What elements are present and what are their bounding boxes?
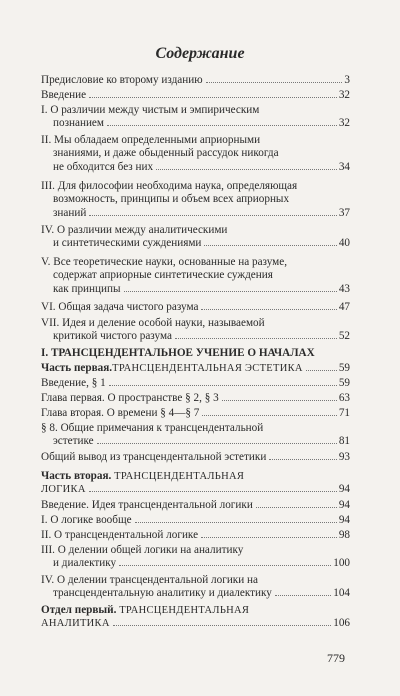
- toc-entry-text: и синтетическими суждениями: [53, 237, 202, 250]
- toc-entry-text: как принципы: [53, 282, 121, 295]
- toc-entry-text: II. Мы обладаем определенными априорными: [41, 134, 261, 146]
- part-heading[interactable]: [41, 362, 350, 375]
- leader-dots: [222, 400, 337, 401]
- toc-entry-text: I. О логике вообще: [41, 514, 132, 526]
- toc-entry[interactable]: [41, 544, 350, 571]
- toc-entry-text: I. О различии между чистым и эмпирическим: [41, 104, 260, 116]
- page-title: Содержание: [155, 45, 245, 62]
- part-heading[interactable]: [41, 604, 350, 631]
- part-title: ТРАНСЦЕНДЕНТАЛЬНАЯ: [119, 605, 250, 616]
- toc-page-number: 106: [333, 617, 350, 630]
- toc-entry[interactable]: [41, 574, 350, 601]
- leader-dots: [204, 245, 336, 246]
- leader-dots: [89, 215, 336, 216]
- toc-entry[interactable]: [41, 224, 350, 251]
- toc-entry-text: IV. О различии между аналитическими: [41, 224, 228, 236]
- toc-page-number: 98: [338, 529, 350, 541]
- part-title: ТРАНСЦЕНДЕНТАЛЬНАЯ ЭСТЕТИКА: [112, 363, 303, 374]
- toc-entry-text: § 8. Общие примечания к трансцендентальной: [41, 422, 264, 434]
- toc-page-number: 34: [338, 160, 350, 173]
- toc-page-number: 104: [333, 587, 350, 600]
- toc-entry[interactable]: [41, 317, 350, 344]
- toc-entry-text: Общий вывод из трансцендентальной эстетики: [41, 451, 267, 463]
- toc-page-number: 32: [338, 89, 350, 101]
- leader-dots: [109, 385, 337, 386]
- toc-entry[interactable]: [41, 377, 350, 390]
- toc-page-number: 94: [338, 499, 350, 511]
- toc-entry[interactable]: [41, 392, 350, 405]
- toc-page-number: 59: [338, 362, 350, 374]
- leader-dots: [202, 415, 336, 416]
- toc-entry[interactable]: [41, 407, 350, 420]
- toc-entry-text: Введение, § 1: [41, 377, 106, 389]
- leader-dots: [113, 625, 331, 626]
- leader-dots: [97, 443, 337, 444]
- toc-page-number: 100: [333, 557, 350, 570]
- toc-page-number: 47: [338, 301, 350, 313]
- toc-entry[interactable]: [41, 180, 350, 220]
- toc-page-number: 3: [344, 74, 350, 86]
- part-label: Часть первая.: [41, 362, 113, 374]
- page-number: 779: [327, 651, 345, 665]
- part-label: Отдел первый.: [41, 604, 120, 616]
- toc-entry[interactable]: [41, 451, 350, 464]
- leader-dots: [269, 459, 337, 460]
- toc-entry-text: VI. Общая задача чистого разума: [41, 301, 199, 313]
- toc-entry[interactable]: [41, 301, 350, 314]
- leader-dots: [306, 370, 337, 371]
- toc-entry-text: Введение. Идея трансцендентальной логики: [41, 499, 253, 511]
- toc-entry[interactable]: [41, 74, 350, 87]
- toc-entry-text: Глава вторая. О времени § 4—§ 7: [41, 407, 200, 419]
- leader-dots: [89, 491, 337, 492]
- part-heading[interactable]: [41, 470, 350, 497]
- toc-entry-text: III. О делении общей логики на аналитику: [41, 544, 244, 556]
- leader-dots: [206, 82, 343, 83]
- leader-dots: [135, 522, 337, 523]
- leader-dots: [201, 309, 336, 310]
- toc-entry[interactable]: [41, 256, 350, 296]
- toc-entry-text: не обходится без них: [53, 160, 154, 173]
- part-label: Часть вторая.: [41, 470, 115, 482]
- toc-entry-text: Предисловие ко второму изданию: [41, 74, 203, 86]
- toc-entry-text: VII. Идея и деление особой науки, называемой: [41, 317, 265, 329]
- toc-entry[interactable]: [41, 422, 350, 449]
- toc-entry-text: содержат априорные синтетические суждения: [53, 269, 273, 282]
- leader-dots: [156, 169, 337, 170]
- toc-entry-text: и диалектику: [53, 557, 117, 570]
- toc-entry-text: II. О трансцендентальной логике: [41, 529, 199, 541]
- toc-page-number: 52: [338, 330, 350, 343]
- toc-entry[interactable]: [41, 104, 350, 131]
- part-title: АНАЛИТИКА: [41, 618, 110, 630]
- leader-dots: [89, 97, 337, 98]
- toc-page-number: 59: [338, 377, 350, 389]
- toc-entry-text: критикой чистого разума: [53, 330, 172, 343]
- toc-page-number: 71: [338, 407, 350, 419]
- toc-page-number: 40: [338, 237, 350, 250]
- toc-entry-text: IV. О делении трансцендентальной логики на: [41, 574, 258, 586]
- toc-page-number: 81: [338, 435, 350, 448]
- toc-entry-text: III. Для философии необходима наука, определяющая: [41, 180, 298, 192]
- toc-page-number: 37: [338, 206, 350, 219]
- toc-page-number: 94: [338, 483, 350, 496]
- toc-entry-text: трансцендентальную аналитику и диалектику: [53, 587, 272, 600]
- toc-page-number: 93: [338, 451, 350, 463]
- leader-dots: [119, 565, 331, 566]
- toc-entry[interactable]: [41, 529, 350, 542]
- toc-entry-text: эстетике: [53, 435, 94, 448]
- part-title: ТРАНСЦЕНДЕНТАЛЬНАЯ: [114, 471, 245, 482]
- toc-entry[interactable]: [41, 134, 350, 174]
- toc-entry-text: знаниями, и даже обыденный рассудок никогда: [53, 147, 279, 160]
- toc-page-number: 94: [338, 514, 350, 526]
- toc-entry[interactable]: [41, 89, 350, 102]
- toc-entry-text: Введение: [41, 89, 87, 101]
- toc-page-number: 63: [338, 392, 350, 404]
- section-heading: I. ТРАНСЦЕНДЕНТАЛЬНОЕ УЧЕНИЕ О НАЧАЛАХ: [41, 347, 315, 359]
- leader-dots: [275, 595, 331, 596]
- toc-page-number: 43: [338, 282, 350, 295]
- toc-page-number: 32: [338, 117, 350, 130]
- toc-entry-text: Глава первая. О пространстве § 2, § 3: [41, 392, 219, 404]
- leader-dots: [175, 338, 337, 339]
- toc-entry-text: V. Все теоретические науки, основанные на разуме,: [41, 256, 288, 268]
- toc-entry-text: познанием: [53, 117, 104, 130]
- leader-dots: [107, 125, 337, 126]
- toc-entry-text: знаний: [53, 206, 87, 219]
- leader-dots: [256, 507, 337, 508]
- leader-dots: [201, 537, 337, 538]
- toc-entry-text: возможность, принципы и объем всех априорных: [53, 193, 290, 206]
- toc-entry[interactable]: [41, 499, 350, 512]
- part-title: ЛОГИКА: [41, 484, 86, 496]
- toc-entry[interactable]: [41, 514, 350, 527]
- leader-dots: [124, 291, 337, 292]
